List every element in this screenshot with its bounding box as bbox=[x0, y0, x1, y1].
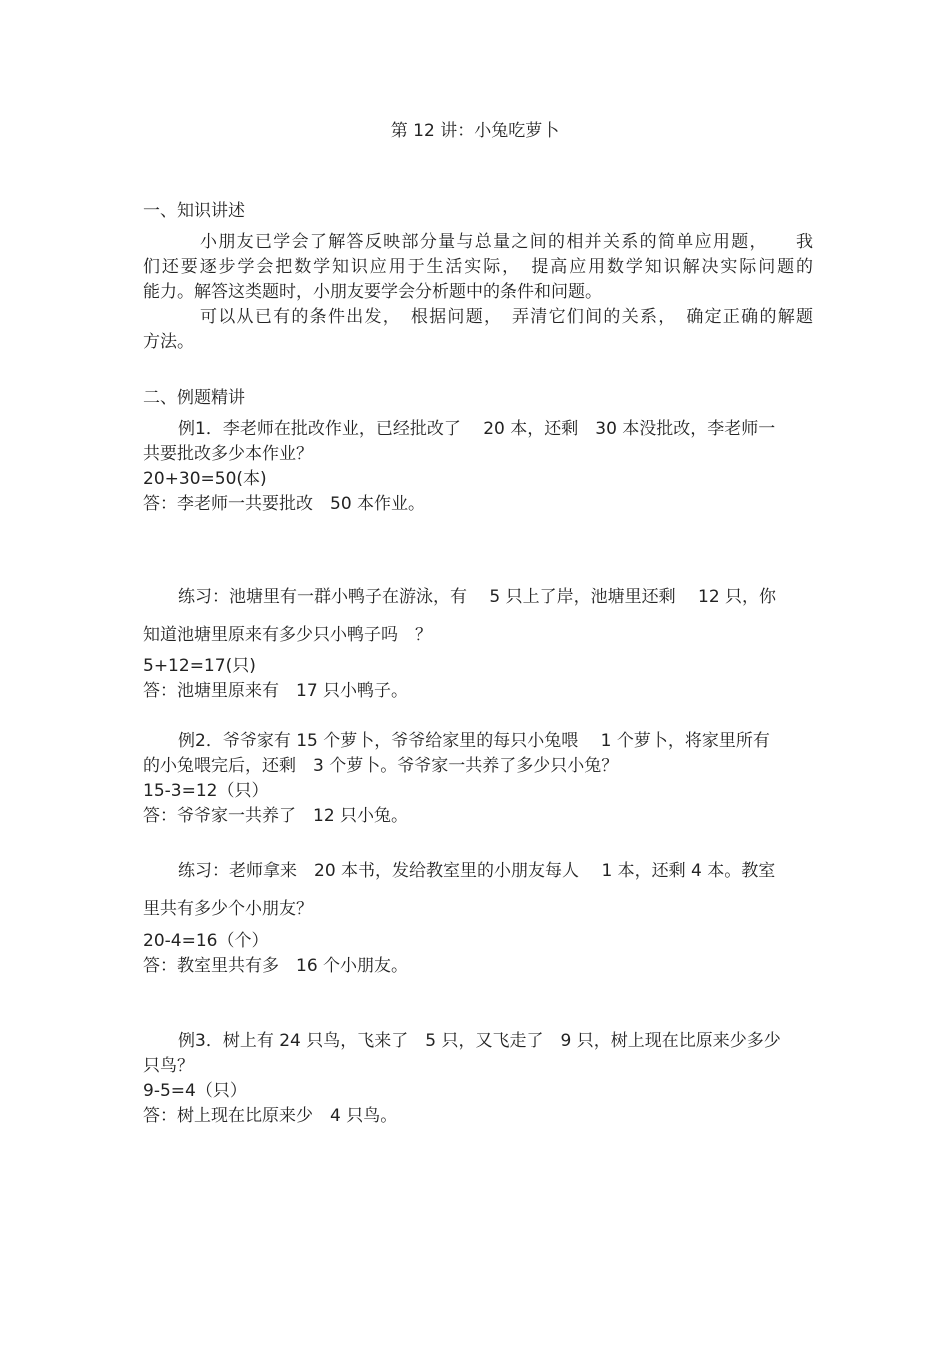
example-2-answer: 答：爷爷家一共养了 12 只小兔。 bbox=[143, 806, 409, 826]
example-3-answer: 答：树上现在比原来少 4 只鸟。 bbox=[143, 1106, 398, 1126]
paragraph-line: 小朋友已学会了解答反映部分量与总量之间的相并关系的简单应用题， 我 bbox=[200, 232, 813, 252]
example-1-answer: 答：李老师一共要批改 50 本作业。 bbox=[143, 494, 426, 514]
example-1-line: 共要批改多少本作业？ bbox=[143, 444, 313, 464]
example-2-line: 的小兔喂完后，还剩 3 个萝卜。爷爷家一共养了多少只小兔？ bbox=[143, 756, 619, 776]
example-label: 例1 bbox=[178, 419, 206, 439]
practice-1-answer: 答：池塘里原来有 17 只小鸭子。 bbox=[143, 681, 409, 701]
example-3-line: 例3．树上有 24 只鸟，飞来了 5 只，又飞走了 9 只，树上现在比原来少多少 bbox=[178, 1031, 781, 1051]
example-label: 例2 bbox=[178, 731, 206, 751]
page-title: 第 12 讲：小兔吃萝卜 bbox=[390, 121, 560, 141]
paragraph-line: 们还要逐步学会把数学知识应用于生活实际， 提高应用数学知识解决实际问题的 bbox=[143, 257, 813, 277]
paragraph-line: 可以从已有的条件出发， 根据问题， 弄清它们间的关系， 确定正确的解题 bbox=[200, 307, 813, 327]
practice-2-equation: 20-4=16（个） bbox=[143, 931, 269, 951]
example-2-line: 例2．爷爷家有 15 个萝卜，爷爷给家里的每只小兔喂 1 个萝卜，将家里所有 bbox=[178, 731, 770, 751]
paragraph-line: 方法。 bbox=[143, 332, 194, 352]
practice-2-answer: 答：教室里共有多 16 个小朋友。 bbox=[143, 956, 409, 976]
example-1-line: 例1．李老师在批改作业，已经批改了 20 本，还剩 30 本没批改，李老师一 bbox=[178, 419, 776, 439]
example-3-equation: 9-5=4（只） bbox=[143, 1081, 247, 1101]
example-label: 例3 bbox=[178, 1031, 206, 1051]
practice-2-line: 里共有多少个小朋友？ bbox=[143, 899, 313, 919]
example-3-line: 只鸟？ bbox=[143, 1056, 194, 1076]
practice-2-line: 练习：老师拿来 20 本书，发给教室里的小朋友每人 1 本，还剩 4 本。教室 bbox=[178, 861, 776, 881]
example-2-equation: 15-3=12（只） bbox=[143, 781, 269, 801]
practice-1-equation: 5+12=17(只) bbox=[143, 656, 256, 676]
paragraph-line: 能力。解答这类题时，小朋友要学会分析题中的条件和问题。 bbox=[143, 282, 602, 302]
section-heading-knowledge: 一、知识讲述 bbox=[143, 201, 245, 221]
example-1-equation: 20+30=50(本) bbox=[143, 469, 267, 489]
section-heading-examples: 二、例题精讲 bbox=[143, 388, 245, 408]
practice-1-line: 练习：池塘里有一群小鸭子在游泳，有 5 只上了岸，池塘里还剩 12 只，你 bbox=[178, 587, 777, 607]
practice-1-line: 知道池塘里原来有多少只小鸭子吗 ？ bbox=[143, 625, 432, 645]
